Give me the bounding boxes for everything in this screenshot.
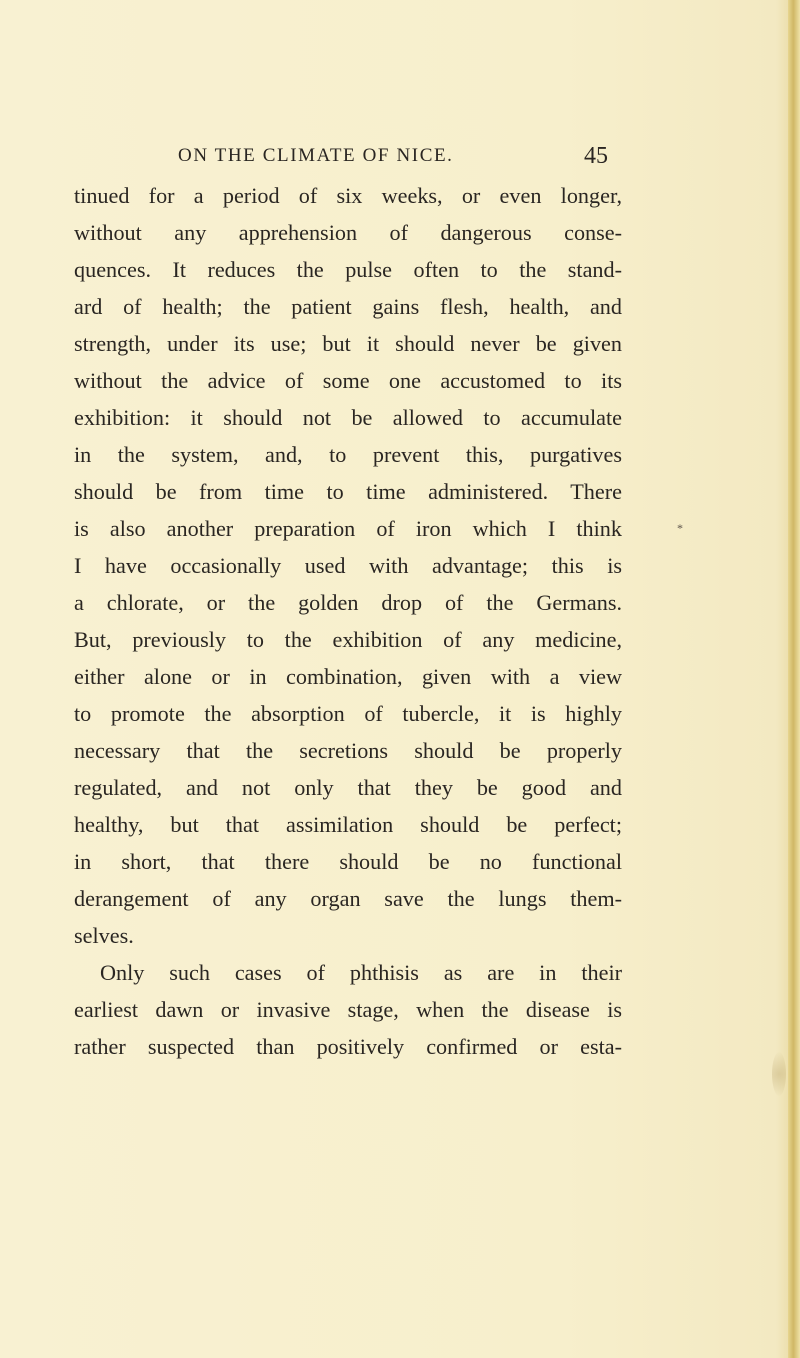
text-line: healthy, but that assimilation should be perfect; bbox=[74, 812, 622, 837]
text-line: ard of health; the patient gains flesh, health, and bbox=[74, 294, 622, 319]
text-line: in short, that there should be no functional bbox=[74, 849, 622, 874]
text-line: either alone or in combination, given with a view bbox=[74, 664, 622, 689]
text-line: rather suspected than positively confirmed or esta- bbox=[74, 1034, 622, 1059]
text-line: earliest dawn or invasive stage, when the disease is bbox=[74, 997, 622, 1022]
text-line: selves. bbox=[74, 923, 134, 948]
text-line: tinued for a period of six weeks, or even longer, bbox=[74, 183, 622, 208]
text-line: to promote the absorption of tubercle, it is highly bbox=[74, 701, 622, 726]
text-line: in the system, and, to prevent this, purgatives bbox=[74, 442, 622, 467]
text-line: without the advice of some one accustomed to its bbox=[74, 368, 622, 393]
page-number: 45 bbox=[584, 143, 608, 169]
text-line: is also another preparation of iron which I think bbox=[74, 516, 622, 541]
text-line: quences. It reduces the pulse often to the stand- bbox=[74, 257, 622, 282]
text-line: Only such cases of phthisis as are in their bbox=[100, 960, 622, 985]
running-head bbox=[0, 143, 800, 173]
page-edge bbox=[788, 0, 800, 1358]
text-line: necessary that the secretions should be properly bbox=[74, 738, 622, 763]
text-line: I have occasionally used with advantage; this is bbox=[74, 553, 622, 578]
paper-stain bbox=[772, 1052, 786, 1096]
text-line: a chlorate, or the golden drop of the Germans. bbox=[74, 590, 622, 615]
text-line: without any apprehension of dangerous conse- bbox=[74, 220, 622, 245]
running-title: ON THE CLIMATE OF NICE. bbox=[178, 145, 454, 166]
text-line: strength, under its use; but it should never be given bbox=[74, 331, 622, 356]
text-line: exhibition: it should not be allowed to accumulate bbox=[74, 405, 622, 430]
text-line: But, previously to the exhibition of any medicine, bbox=[74, 627, 622, 652]
text-line: derangement of any organ save the lungs them- bbox=[74, 886, 622, 911]
text-line: regulated, and not only that they be good and bbox=[74, 775, 622, 800]
body-text bbox=[74, 177, 622, 1065]
margin-mark: * bbox=[677, 521, 683, 535]
text-line: should be from time to time administered. There bbox=[74, 479, 622, 504]
